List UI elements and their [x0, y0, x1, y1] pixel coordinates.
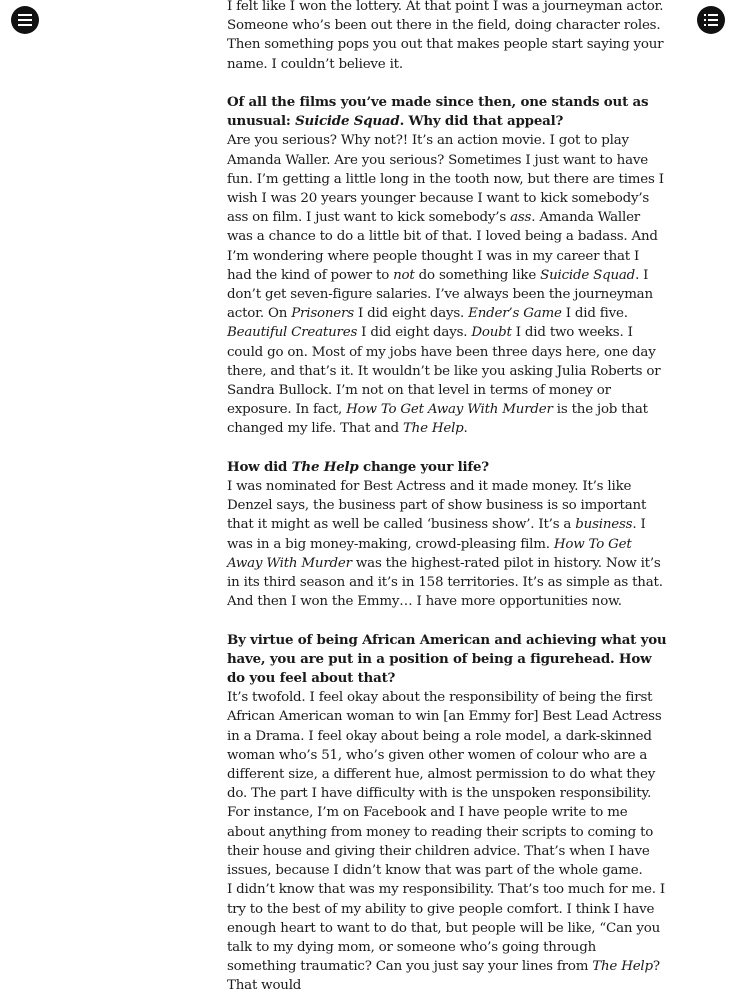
answer-paragraph: I was nominated for Best Actress and it made money. It’s like Denzel says, the business part of show business is so important that it might as well be called ‘business show’. It’s a business. I was in a big money-making, crowd-pleasing film. How To Get Away With Murder was the highest-rated pilot in history. Now it’s in its third season and it’s in 158 territories. It’s as simple as that. And then I won the Emmy… I have more opportunities now.	[227, 479, 663, 610]
answer-paragraph: I didn’t know that was my responsibility. That’s too much for me. I try to the best of my ability to give people comfort. I think I have enough heart to want to do that, but people will be like, “Can you talk to my dying mom, or someone who’s going through something traumatic? Can you just say your lines from The Help? That would	[227, 882, 665, 994]
paragraph-spacer	[227, 74, 667, 93]
paragraph-spacer	[227, 439, 667, 458]
answer-paragraph: I felt like I won the lottery. At that point I was a journeyman actor. Someone who’s been out there in the field, doing character roles. Then something pops you out that makes people start saying your name. I couldn’t believe it.	[227, 0, 664, 72]
hamburger-menu-icon	[18, 14, 32, 26]
paragraph-spacer	[227, 611, 667, 630]
article-body	[227, 0, 667, 996]
interview-question: By virtue of being African American and achieving what you have, you are put in a position of being a figurehead. How do you feel about that?	[227, 631, 667, 687]
list-menu-button[interactable]	[697, 6, 725, 34]
interview-question: How did The Help change your life?	[227, 458, 489, 475]
list-menu-icon	[704, 14, 718, 26]
answer-paragraph: It’s twofold. I feel okay about the responsibility of being the first African American woman to win [an Emmy for] Best Lead Actress in a Drama. I feel okay about being a role model, a dark-skinned woman who’s 51, who’s given other women of colour who are a different size, a different hue, almost permission to do what they do. The part I have difficulty with is the unspoken responsibility. For instance, I’m on Facebook and I have people write to me about anything from money to reading their scripts to coming to their house and giving their children advice. That’s when I have issues, because I didn’t know that was part of the whole game.	[227, 690, 662, 879]
interview-question: Of all the films you’ve made since then, one stands out as unusual: Suicide Squad. Why did that appeal?	[227, 94, 649, 130]
answer-paragraph: Are you serious? Why not?! It’s an action movie. I got to play Amanda Waller. Are you serious? Sometimes I just want to have fun. I’m getting a little long in the tooth now, but there are times I wish I was 20 years younger because I want to kick somebody’s ass on film. I just want to kick somebody’s ass. Amanda Waller was a chance to do a little bit of that. I loved being a badass. And I’m wondering where people thought I was in my career that I had the kind of power to not do something like Suicide Squad. I don’t get seven-figure salaries. I’ve always been the journeyman actor. On Prisoners I did eight days. Ender’s Game I did five. Beautiful Creatures I did eight days. Doubt I did two weeks. I could go on. Most of my jobs have been three days here, one day there, and that’s it. It wouldn’t be like you asking Julia Roberts or Sandra Bullock. I’m not on that level in terms of money or exposure. In fact, How To Get Away With Murder is the job that changed my life. That and The Help.	[227, 133, 664, 437]
hamburger-menu-button[interactable]	[11, 6, 39, 34]
